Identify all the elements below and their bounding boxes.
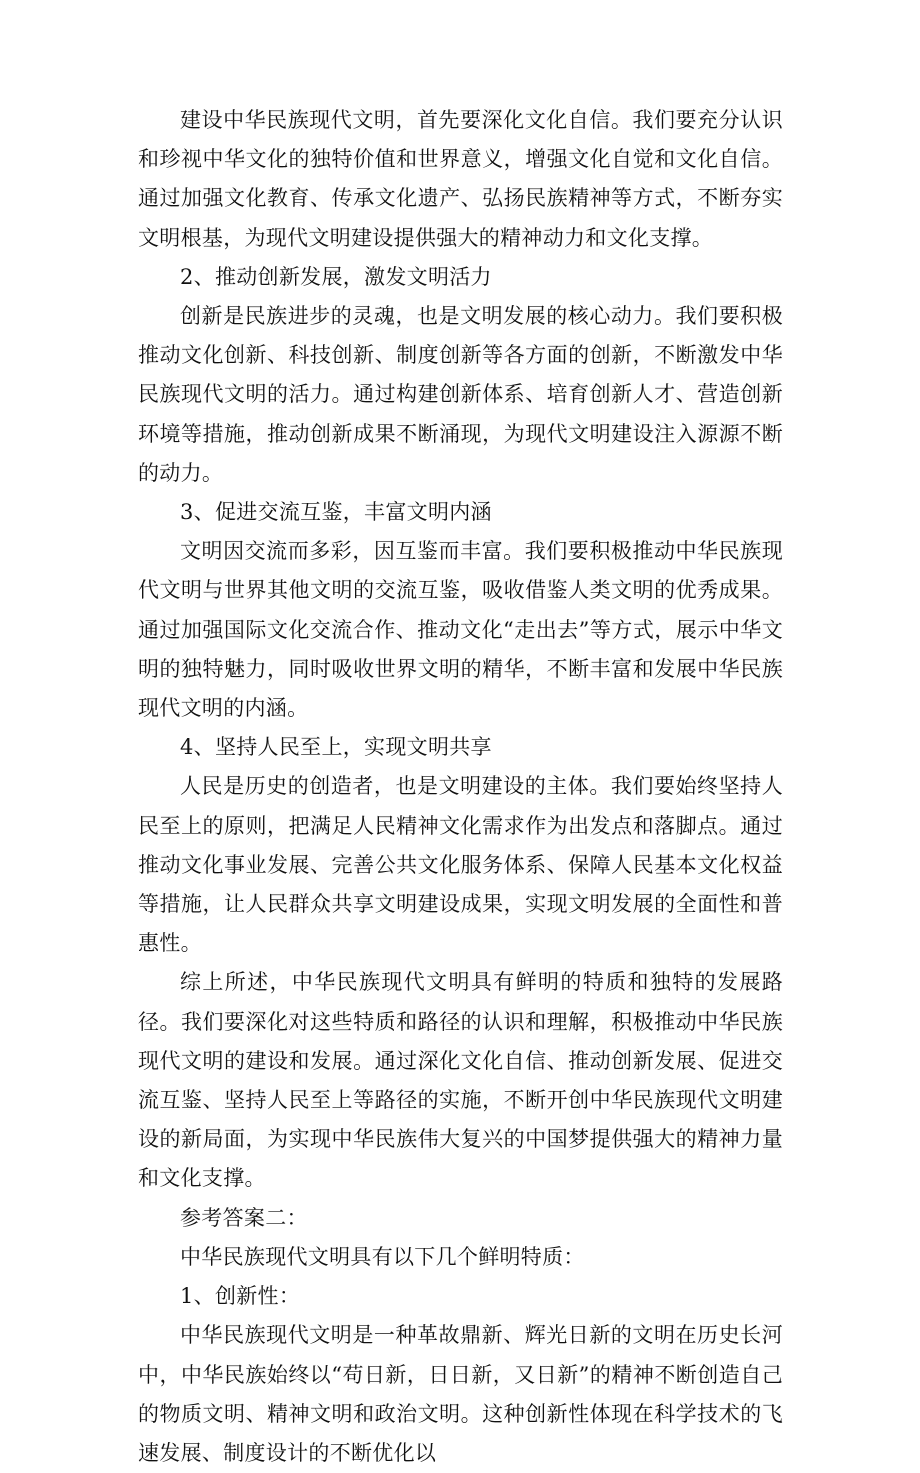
paragraph-cultural-confidence: 建设中华民族现代文明，首先要深化文化自信。我们要充分认识和珍视中华文化的独特价值和世界意义，增强文化自觉和文化自信。通过加强文化教育、传承文化遗产、弘扬民族精神等方式，不断夯实文明根基，为现代文明建设提供强大的精神动力和文化支撑。 (138, 108, 783, 250)
heading-exchange-mutual-learning: 3、促进交流互鉴，丰富文明内涵 (180, 500, 492, 525)
heading-distinct-traits: 中华民族现代文明具有以下几个鲜明特质： (180, 1244, 585, 1269)
heading-people-first: 4、坚持人民至上，实现文明共享 (180, 735, 492, 760)
paragraph-summary: 综上所述，中华民族现代文明具有鲜明的特质和独特的发展路径。我们要深化对这些特质和路径的认识和理解，积极推动中华民族现代文明的建设和发展。通过深化文化自信、推动创新发展、促进交流互鉴、坚持人民至上等路径的实施，不断开创中华民族现代文明建设的新局面，为实现中华民族伟大复兴的中国梦提供强大的精神力量和文化支撑。 (138, 970, 783, 1191)
heading-reference-answer-two: 参考答案二： (180, 1205, 308, 1230)
paragraph-exchange: 文明因交流而多彩，因互鉴而丰富。我们要积极推动中华民族现代文明与世界其他文明的交流互鉴，吸收借鉴人类文明的优秀成果。通过加强国际文化交流合作、推动文化“走出去”等方式，展示中华文明的独特魅力，同时吸收世界文明的精华，不断丰富和发展中华民族现代文明的内涵。 (138, 539, 783, 721)
paragraph-people: 人民是历史的创造者，也是文明建设的主体。我们要始终坚持人民至上的原则，把满足人民精神文化需求作为出发点和落脚点。通过推动文化事业发展、完善公共文化服务体系、保障人民基本文化权益等措施，让人民群众共享文明建设成果，实现文明发展的全面性和普惠性。 (138, 774, 783, 956)
heading-innovation-development: 2、推动创新发展，激发文明活力 (180, 264, 492, 289)
document-body (138, 101, 783, 1473)
paragraph-innovativeness: 中华民族现代文明是一种革故鼎新、辉光日新的文明在历史长河中，中华民族始终以“苟日新，日日新，又日新”的精神不断创造自己的物质文明、精神文明和政治文明。这种创新性体现在科学技术的飞速发展、制度设计的不断优化以 (138, 1323, 783, 1465)
paragraph-innovation: 创新是民族进步的灵魂，也是文明发展的核心动力。我们要积极推动文化创新、科技创新、制度创新等各方面的创新，不断激发中华民族现代文明的活力。通过构建创新体系、培育创新人才、营造创新环境等措施，推动创新成果不断涌现，为现代文明建设注入源源不断的动力。 (138, 304, 783, 485)
heading-innovativeness: 1、创新性： (180, 1284, 301, 1309)
